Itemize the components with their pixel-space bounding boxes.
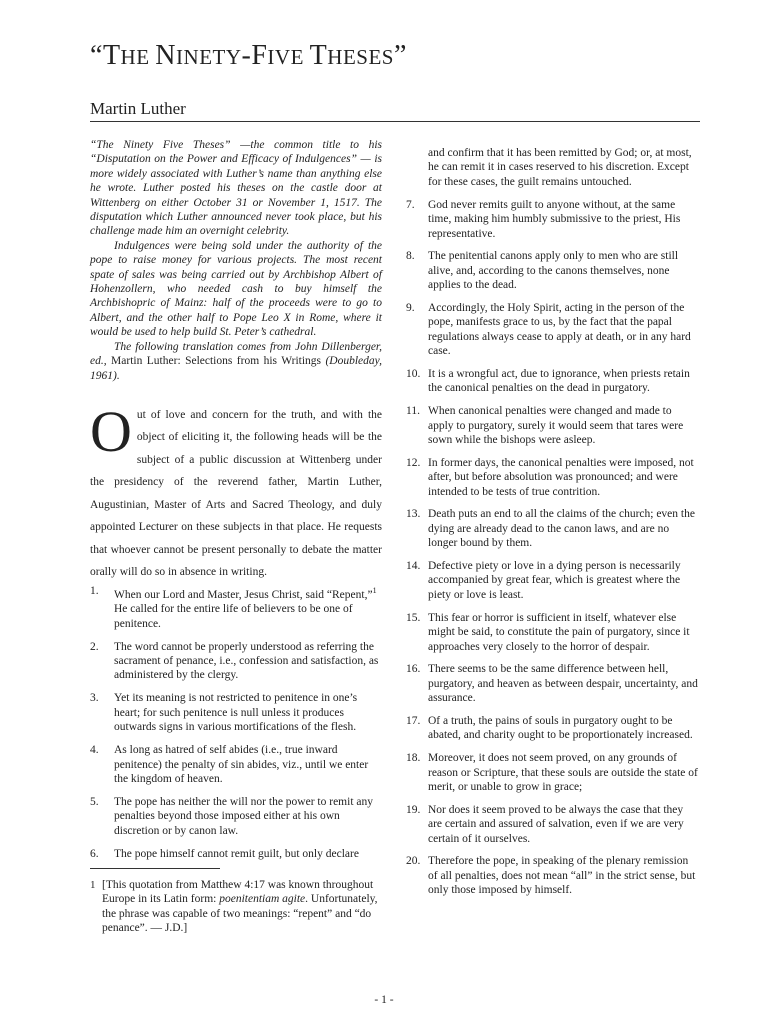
thesis-number: 4.	[90, 744, 99, 757]
latin-phrase: poenitentiam agite	[219, 893, 306, 906]
thesis-text: As long as hatred of self abides (i.e., true inward penitence) the penalty of sin abides, viz., until we enter the kingdom of heaven.	[114, 744, 369, 785]
thesis-number: 7.	[406, 198, 415, 211]
intro-text: (Doubleday, 1961).	[90, 355, 382, 382]
thesis-number: 12.	[406, 456, 421, 469]
footnote-text	[102, 878, 382, 936]
footnote-marker: 1	[90, 879, 96, 891]
thesis-item	[406, 249, 699, 292]
title-smallcaps: HE	[120, 45, 156, 69]
thesis-number: 19.	[406, 803, 421, 816]
title-smallcaps: IVE	[267, 45, 310, 69]
thesis-item	[90, 691, 382, 734]
title-letter: T	[102, 40, 121, 71]
thesis-item	[406, 456, 699, 499]
thesis-number: 5.	[90, 795, 99, 808]
footnote-text-part: . Unfortunately, the phrase was capable of two meanings: “repent” and “do penance”. — J.D.]	[102, 893, 378, 935]
page-number: - 1 -	[374, 994, 394, 1006]
thesis-item	[406, 854, 699, 897]
thesis-number: 14.	[406, 560, 421, 573]
thesis-text: The pope has neither the will nor the power to remit any penalties beyond those imposed either at his own discretion or by canon law.	[114, 795, 373, 837]
title-letter: F	[251, 40, 268, 71]
thesis-text: Accordingly, the Holy Spirit, acting in the person of the pope, manifests grace to us, by the fact that the papal regulations always cease to apply at death, or in any hard case.	[428, 302, 691, 358]
title-close-quote: ”	[393, 40, 407, 71]
thesis-item	[406, 559, 699, 602]
thesis-number: 16.	[406, 663, 421, 676]
thesis-number: 3.	[90, 692, 99, 705]
author-name: Martin Luther	[90, 99, 186, 118]
thesis-text: Defective piety or love in a dying person is necessarily accompanied by great fear, which is greatest where the piety or love is least.	[428, 560, 681, 601]
title-divider	[90, 121, 700, 122]
thesis-text: Death puts an end to all the claims of the church; even the dying are already dead to the canon laws, and are no longer bound by them.	[428, 508, 695, 550]
thesis-number: 6.	[90, 847, 99, 860]
thesis-text: The pope himself cannot remit guilt, but only declare	[114, 847, 359, 860]
thesis-text: Therefore the pope, in speaking of the plenary remission of all penalties, does not mean “all” in the strict sense, but only those imposed by himself.	[428, 855, 696, 897]
intro-paragraph: “The Ninety Five Theses” —the common title to his “Disputation on the Power and Efficacy of Indulgences” — is more widely associated with Luther’s name than anything else he wrote. Luther posted his theses on the castle door at Wittenberg on either October 31 or November 1, 1517. The disputation which Luther announced never took place, but his challenge made him an overnight celebrity.	[90, 139, 382, 238]
intro-text: The following translation comes from John Dillenberger, ed.,	[90, 340, 382, 368]
thesis-item	[406, 198, 699, 241]
thesis-number: 10.	[406, 368, 421, 381]
thesis-number: 9.	[406, 302, 415, 315]
title-open-quote: “	[90, 40, 103, 71]
thesis-item	[90, 795, 382, 838]
thesis-number: 11.	[406, 405, 420, 418]
thesis-item	[90, 743, 382, 786]
book-title: Martin Luther: Selections from his Writings	[111, 355, 322, 368]
thesis-item	[406, 611, 699, 654]
thesis-number: 20.	[406, 855, 421, 868]
thesis-item	[90, 584, 382, 631]
thesis-list-right	[406, 198, 699, 898]
title-letter: T	[309, 40, 328, 71]
thesis-item	[406, 714, 699, 743]
thesis-continuation: and confirm that it has been remitted by God; or, at most, he can remit it in cases reserved to his discretion. Except for these cases, the guilt remains untouched.	[428, 147, 692, 188]
thesis-number: 1.	[90, 584, 99, 597]
right-column	[406, 146, 699, 906]
thesis-number: 2.	[90, 640, 99, 653]
footnote	[90, 878, 382, 936]
thesis-text	[114, 584, 382, 631]
thesis-text: God never remits guilt to anyone without, at the same time, making him humbly submissive to the priest, His representative.	[428, 198, 681, 240]
thesis-text: There seems to be the same difference between hell, purgatory, and heaven as between despair, uncertainty, and assurance.	[428, 663, 698, 705]
thesis-item	[406, 803, 699, 846]
thesis-item	[406, 301, 699, 359]
introduction	[90, 138, 382, 383]
thesis-text-part: When our Lord and Master, Jesus Christ, said “Repent,”	[114, 588, 373, 601]
thesis-item	[406, 507, 699, 550]
left-column	[90, 138, 382, 870]
thesis-list-left	[90, 640, 382, 862]
thesis-item	[406, 404, 699, 447]
thesis-text: In former days, the canonical penalties were imposed, not after, but before absolution was pronounced; and were intended to be tests of true contrition.	[428, 456, 694, 498]
document-title	[90, 40, 407, 72]
title-smallcaps: HESES	[327, 45, 394, 69]
thesis-number: 8.	[406, 250, 415, 263]
footnote-divider	[90, 868, 220, 869]
thesis-item	[406, 662, 699, 705]
thesis-text: Yet its meaning is not restricted to penitence in one’s heart; for such penitence is null unless it produces outwards signs in various mortifications of the flesh.	[114, 692, 358, 734]
thesis-text: When canonical penalties were changed and made to apply to purgatory, surely it would seem that tares were sown while the bishops were asleep.	[428, 405, 684, 447]
thesis-number: 17.	[406, 714, 421, 727]
thesis-text: The word cannot be properly understood as referring the sacrament of penance, i.e., confession and satisfaction, as administered by the clergy.	[114, 640, 379, 682]
title-letter: N	[155, 40, 177, 71]
footnote-text-part: [This quotation from Matthew 4:17 was known throughout Europe in its Latin form:	[102, 879, 374, 906]
opening-paragraph	[90, 398, 382, 584]
footnote-reference[interactable]: 1	[372, 585, 377, 595]
thesis-item	[406, 367, 699, 396]
intro-paragraph: Indulgences were being sold under the authority of the pope to raise money for various projects. The most recent spate of sales was being carried out by Archbishop Albert of Hohenzollern, who needed cash to buy himself the Archbishopric of Mainz: half of the proceeds were to go to Albert, and the other half to Pope Leo X in Rome, where it would be used to help build St. Peter’s cathedral.	[90, 239, 382, 339]
thesis-number: 13.	[406, 508, 421, 521]
thesis-item	[90, 640, 382, 683]
thesis-text: It is a wrongful act, due to ignorance, when priests retain the canonical penalties on the dead in purgatory.	[428, 368, 690, 395]
thesis-text: Of a truth, the pains of souls in purgatory ought to be abated, and charity ought to be proportionately increased.	[428, 714, 693, 742]
title-smallcaps: INETY	[176, 45, 242, 69]
intro-paragraph	[90, 340, 382, 383]
thesis-text: Moreover, it does not seem proved, on any grounds of reason or Scripture, that these souls are outside the state of merit, or unable to grow in grace;	[428, 752, 698, 793]
thesis-item	[90, 847, 382, 861]
thesis-text: The penitential canons apply only to men who are still alive, and, according to the canons themselves, none applies to the dead.	[428, 250, 679, 292]
title-dash: -	[241, 40, 252, 71]
thesis-number: 15.	[406, 611, 421, 624]
thesis-text: This fear or horror is sufficient in itself, whatever else might be said, to constitute the pain of purgatory, since it approaches very closely to the horror of despair.	[428, 611, 690, 653]
thesis-text-part: He called for the entire life of believers to be one of penitence.	[114, 603, 353, 630]
drop-cap: O	[90, 398, 132, 464]
thesis-number: 18.	[406, 752, 421, 765]
thesis-item	[406, 751, 699, 794]
opening-text: ut of love and concern for the truth, and with the object of eliciting it, the following heads will be the subject of a public discussion at Wittenberg under the presidency of the reverend father, Martin Luther, Augustinian, Master of Arts and Sacred Theology, and duly appointed Lecturer on these subjects in that place. He requests that whoever cannot be present personally to debate the matter orally will do so in absence in writing.	[90, 408, 382, 579]
thesis-text: Nor does it seem proved to be always the case that they are certain and assured of salvation, even if we are very certain of it ourselves.	[428, 803, 684, 845]
